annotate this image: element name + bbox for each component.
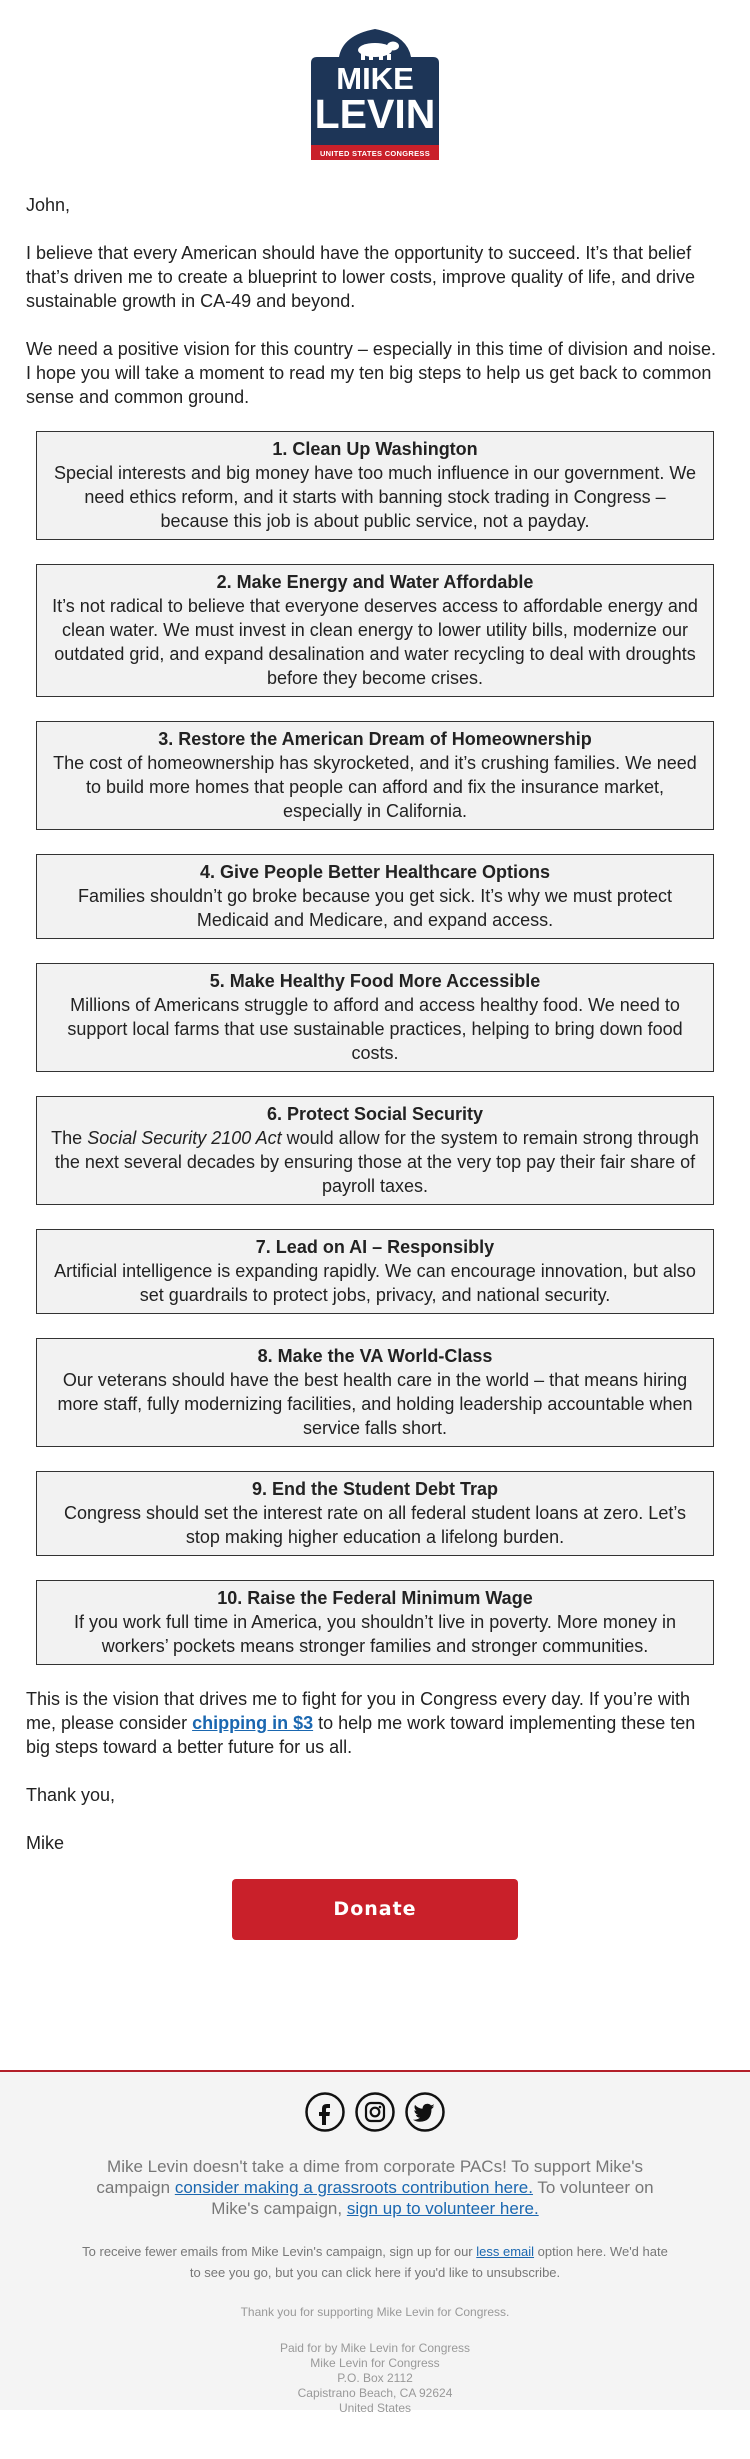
twitter-icon[interactable] [405, 2092, 445, 2132]
pac-statement [85, 2156, 665, 2219]
step-body-text: would allow for the system to remain strong through the next several decades by ensuring those at the very top pay their fair share of payroll taxes. [54, 1128, 699, 1196]
step-box-1 [36, 431, 714, 540]
pac-text: Mike Levin doesn't take a dime from corporate PACs! To support Mike's campaign [96, 2157, 643, 2197]
signature: Mike [26, 1833, 65, 1853]
less-email-link[interactable]: less email [476, 2244, 535, 2259]
closing-text: This is the vision that drives me to fight for you in Congress every day. If you’re with me, please consider [26, 1689, 690, 1733]
step-title: 10. Raise the Federal Minimum Wage [217, 1588, 533, 1608]
step-title: 6. Protect Social Security [266, 1104, 484, 1124]
act-name: Social Security 2100 Act [87, 1128, 282, 1148]
greeting: John, [26, 195, 71, 215]
volunteer-link[interactable]: sign up to volunteer here. [346, 2199, 539, 2218]
campaign-logo [303, 27, 447, 163]
step-title: 7. Lead on AI – Responsibly [255, 1237, 495, 1257]
intro-paragraph-2: We need a positive vision for this country – especially in this time of division and noise. I hope you will take a moment to read my ten big steps to help us get back to common sense and common ground. [26, 339, 717, 407]
step-body [51, 1126, 699, 1198]
intro-paragraph-1: I believe that every American should have the opportunity to succeed. It’s that belief that’s driven me to create a blueprint to lower costs, improve quality of life, and drive sustainable growth in CA-49 and beyond. [26, 243, 695, 311]
step-body: If you work full time in America, you shouldn’t live in poverty. More money in workers’ pockets means stronger families and stronger communities. [74, 1612, 676, 1656]
logo-name-line2: LEVIN [314, 91, 436, 137]
step-box-9 [36, 1471, 714, 1556]
step-body: It’s not radical to believe that everyone deserves access to affordable energy and clean water. We must invest in clean energy to lower utility bills, modernize our outdated grid, and expand desalination and water recycling to deal with droughts before they become crises. [52, 596, 698, 688]
thanks-line: Thank you, [26, 1785, 116, 1805]
ten-steps-list [36, 431, 714, 1665]
step-body-text: The [51, 1128, 88, 1148]
logo-subtitle: UNITED STATES CONGRESS [319, 149, 431, 158]
grassroots-contribution-link[interactable]: consider making a grassroots contribution here. [174, 2178, 533, 2197]
step-title: 5. Make Healthy Food More Accessible [209, 971, 541, 991]
address-po-box: P.O. Box 2112 [337, 2371, 413, 2385]
step-body: Artificial intelligence is expanding rapidly. We can encourage innovation, but also set guardrails to protect jobs, privacy, and national security. [54, 1261, 696, 1305]
unsub-text: To receive fewer emails from Mike Levin's campaign, sign up for our [82, 2244, 477, 2259]
facebook-icon[interactable] [305, 2092, 345, 2132]
step-title: 9. End the Student Debt Trap [251, 1479, 498, 1499]
donate-button[interactable]: Donate [232, 1879, 518, 1940]
logo-name-line1: MIKE [336, 61, 414, 96]
step-body: Congress should set the interest rate on all federal student loans at zero. Let’s stop making higher education a lifelong burden. [63, 1503, 687, 1547]
step-box-8 [36, 1338, 714, 1447]
step-box-3 [36, 721, 714, 830]
paid-for-line: Paid for by Mike Levin for Congress [279, 2341, 471, 2355]
step-box-7 [36, 1229, 714, 1314]
step-box-10 [36, 1580, 714, 1665]
step-title: 3. Restore the American Dream of Homeownership [158, 729, 592, 749]
closing-paragraph [26, 1687, 724, 1759]
step-box-6 [36, 1096, 714, 1205]
address-country: United States [338, 2401, 412, 2415]
unsub-text[interactable]: option here. We'd hate to see you go, but you can click here if you'd like to unsubscribe. [189, 2244, 668, 2280]
step-box-4 [36, 854, 714, 939]
closing-text: to help me work toward implementing these ten big steps toward a better future for us all. [26, 1713, 696, 1757]
step-body: Special interests and big money have too much influence in our government. We need ethics reform, and it starts with banning stock trading in Congress – because this job is about public service, not a payday. [53, 463, 697, 531]
step-body: Our veterans should have the best health care in the world – that means hiring more staff, fully modernizing facilities, and holding leadership accountable when service falls short. [57, 1370, 693, 1438]
social-links [0, 2072, 750, 2132]
header [0, 0, 750, 190]
unsubscribe-note [75, 2241, 675, 2283]
step-title: 1. Clean Up Washington [272, 439, 478, 459]
paid-for-disclaimer [0, 2341, 750, 2416]
email-body [0, 193, 750, 1855]
footer-thank-you: Thank you for supporting Mike Levin for Congress. [240, 2305, 510, 2319]
step-title: 2. Make Energy and Water Affordable [216, 572, 534, 592]
footer [0, 2070, 750, 2415]
step-box-2 [36, 564, 714, 697]
committee-name: Mike Levin for Congress [310, 2356, 440, 2370]
step-body: The cost of homeownership has skyrocketed, and it’s crushing families. We need to build more homes that people can afford and fix the insurance market, especially in California. [53, 753, 697, 821]
step-box-5 [36, 963, 714, 1072]
donate-section [0, 1879, 750, 1940]
step-title: 8. Make the VA World-Class [257, 1346, 493, 1366]
step-body: Millions of Americans struggle to afford and access healthy food. We need to support local farms that use sustainable practices, helping to bring down food costs. [67, 995, 683, 1063]
step-title: 4. Give People Better Healthcare Options [199, 862, 551, 882]
chip-in-link[interactable]: chipping in $3 [192, 1713, 314, 1733]
step-body: Families shouldn’t go broke because you get sick. It’s why we must protect Medicaid and Medicare, and expand access. [78, 886, 672, 930]
address-city: Capistrano Beach, CA 92624 [297, 2386, 453, 2400]
pac-text: To volunteer on Mike's campaign, [211, 2178, 654, 2218]
instagram-icon[interactable] [355, 2092, 395, 2132]
